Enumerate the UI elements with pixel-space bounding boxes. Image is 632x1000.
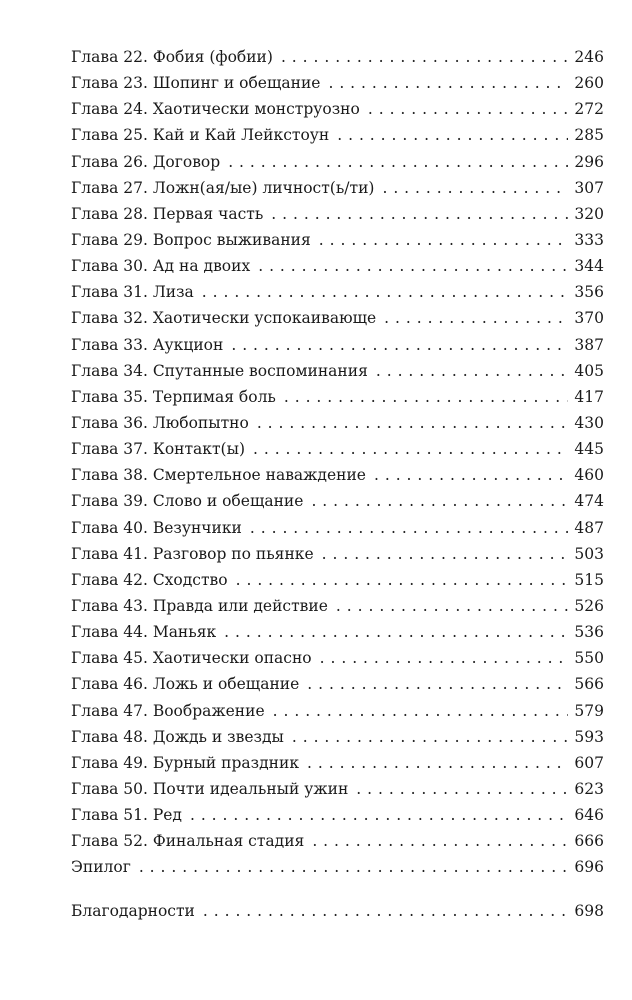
toc-entry-chapter-32 bbox=[71, 305, 604, 331]
dot-leader bbox=[139, 854, 568, 880]
toc-entry-chapter-49 bbox=[71, 750, 604, 776]
toc-entry-page: 623 bbox=[574, 779, 604, 798]
dot-leader bbox=[273, 698, 568, 724]
toc-entry-page: 430 bbox=[574, 413, 604, 432]
toc-entry-title: Глава 43. Правда или действие bbox=[71, 596, 328, 615]
dot-leader bbox=[328, 70, 568, 96]
toc-entry-title: Глава 39. Слово и обещание bbox=[71, 492, 304, 511]
toc-entry-chapter-25 bbox=[71, 122, 604, 148]
toc-entry-title: Глава 40. Везунчики bbox=[71, 518, 242, 537]
toc-entry-page: 698 bbox=[574, 901, 604, 920]
toc-entry-page: 474 bbox=[574, 492, 604, 511]
toc-entry-page: 285 bbox=[574, 126, 604, 145]
toc-entry-title: Глава 36. Любопытно bbox=[71, 413, 249, 432]
toc-entry-title: Глава 35. Терпимая боль bbox=[71, 387, 276, 406]
toc-entry-title: Глава 28. Первая часть bbox=[71, 204, 264, 223]
dot-leader bbox=[284, 384, 568, 410]
dot-leader bbox=[258, 253, 568, 279]
toc-entry-title: Глава 31. Лиза bbox=[71, 283, 194, 302]
toc-entry-page: 607 bbox=[574, 753, 604, 772]
toc-entry-title: Глава 44. Маньяк bbox=[71, 623, 217, 642]
toc-entry-title: Эпилог bbox=[71, 858, 131, 877]
toc-entry-title: Глава 23. Шопинг и обещание bbox=[71, 74, 321, 93]
toc-entry-title: Глава 50. Почти идеальный ужин bbox=[71, 779, 349, 798]
toc-entry-title: Глава 24. Хаотически монструозно bbox=[71, 100, 360, 119]
toc-entry-title: Глава 41. Разговор по пьянке bbox=[71, 544, 314, 563]
toc-entry-title: Глава 46. Ложь и обещание bbox=[71, 675, 300, 694]
dot-leader bbox=[281, 44, 568, 70]
toc-entry-page: 307 bbox=[574, 178, 604, 197]
toc-entry-title: Глава 45. Хаотически опасно bbox=[71, 649, 312, 668]
dot-leader bbox=[236, 567, 568, 593]
toc-entry-page: 417 bbox=[574, 387, 604, 406]
toc-entry-title: Глава 30. Ад на двоих bbox=[71, 257, 251, 276]
toc-entry-chapter-46 bbox=[71, 671, 604, 697]
toc-entry-chapter-22 bbox=[71, 44, 604, 70]
dot-leader bbox=[311, 488, 568, 514]
toc-entry-chapter-37 bbox=[71, 436, 604, 462]
toc-entry-chapter-42 bbox=[71, 567, 604, 593]
toc-entry-title: Глава 33. Аукцион bbox=[71, 335, 224, 354]
toc-entry-title: Глава 38. Смертельное наваждение bbox=[71, 466, 366, 485]
toc-entry-chapter-38 bbox=[71, 462, 604, 488]
toc-entry-page: 487 bbox=[574, 518, 604, 537]
toc-entry-chapter-50 bbox=[71, 776, 604, 802]
toc-entry-title: Глава 25. Кай и Кай Лейкстоун bbox=[71, 126, 330, 145]
toc-entry-epilogue bbox=[71, 854, 604, 880]
toc-entry-page: 566 bbox=[574, 675, 604, 694]
toc-entry-title: Глава 48. Дождь и звезды bbox=[71, 727, 284, 746]
toc-entry-page: 370 bbox=[574, 309, 604, 328]
dot-leader bbox=[376, 358, 568, 384]
dot-leader bbox=[382, 175, 568, 201]
dot-leader bbox=[368, 96, 568, 122]
toc-entry-page: 593 bbox=[574, 727, 604, 746]
toc-entry-acknowledgements bbox=[71, 898, 604, 924]
toc-entry-page: 296 bbox=[574, 152, 604, 171]
dot-leader bbox=[307, 671, 568, 697]
toc-entry-page: 387 bbox=[574, 335, 604, 354]
toc-entry-page: 503 bbox=[574, 544, 604, 563]
toc-entry-page: 333 bbox=[574, 230, 604, 249]
toc-entry-title: Глава 47. Воображение bbox=[71, 701, 265, 720]
toc-entry-title: Глава 51. Ред bbox=[71, 806, 182, 825]
toc-entry-chapter-43 bbox=[71, 593, 604, 619]
dot-leader bbox=[319, 227, 568, 253]
dot-leader bbox=[253, 436, 568, 462]
dot-leader bbox=[231, 332, 568, 358]
toc-entry-chapter-41 bbox=[71, 541, 604, 567]
toc-entry-title: Глава 37. Контакт(ы) bbox=[71, 440, 245, 459]
toc-entry-chapter-48 bbox=[71, 724, 604, 750]
dot-leader bbox=[336, 593, 568, 619]
toc-entry-page: 344 bbox=[574, 257, 604, 276]
toc-entry-chapter-28 bbox=[71, 201, 604, 227]
dot-leader bbox=[322, 541, 568, 567]
toc-entry-page: 260 bbox=[574, 74, 604, 93]
toc-entry-chapter-29 bbox=[71, 227, 604, 253]
toc-entry-page: 666 bbox=[574, 832, 604, 851]
toc-entry-page: 272 bbox=[574, 100, 604, 119]
toc-entry-title: Глава 49. Бурный праздник bbox=[71, 753, 300, 772]
dot-leader bbox=[271, 201, 568, 227]
toc-entry-page: 460 bbox=[574, 466, 604, 485]
toc-entry-chapter-36 bbox=[71, 410, 604, 436]
dot-leader bbox=[202, 279, 568, 305]
toc-entry-page: 536 bbox=[574, 623, 604, 642]
toc-entry-chapter-35 bbox=[71, 384, 604, 410]
toc-entry-title: Глава 27. Ложн(ая/ые) личност(ь/ти) bbox=[71, 178, 375, 197]
toc-entry-chapter-27 bbox=[71, 175, 604, 201]
toc-entry-chapter-34 bbox=[71, 358, 604, 384]
toc-entry-chapter-31 bbox=[71, 279, 604, 305]
toc-entry-page: 696 bbox=[574, 858, 604, 877]
dot-leader bbox=[228, 149, 568, 175]
toc-entry-page: 320 bbox=[574, 204, 604, 223]
dot-leader bbox=[307, 750, 568, 776]
dot-leader bbox=[292, 724, 568, 750]
toc-entry-title: Глава 29. Вопрос выживания bbox=[71, 230, 311, 249]
toc-entry-chapter-30 bbox=[71, 253, 604, 279]
dot-leader bbox=[190, 802, 568, 828]
toc-entry-page: 646 bbox=[574, 806, 604, 825]
toc-entry-chapter-33 bbox=[71, 332, 604, 358]
toc-entry-chapter-47 bbox=[71, 698, 604, 724]
dot-leader bbox=[312, 828, 568, 854]
toc-entry-page: 356 bbox=[574, 283, 604, 302]
toc-entry-title: Глава 22. Фобия (фобии) bbox=[71, 48, 273, 66]
toc-entry-page: 405 bbox=[574, 361, 604, 380]
toc-entry-page: 246 bbox=[574, 48, 604, 66]
toc-entry-title: Глава 52. Финальная стадия bbox=[71, 832, 305, 851]
toc-entry-page: 445 bbox=[574, 440, 604, 459]
dot-leader bbox=[384, 305, 568, 331]
toc-entry-chapter-51 bbox=[71, 802, 604, 828]
dot-leader bbox=[374, 462, 568, 488]
dot-leader bbox=[337, 122, 568, 148]
dot-leader bbox=[224, 619, 568, 645]
toc-entry-title: Глава 34. Спутанные воспоминания bbox=[71, 361, 368, 380]
table-of-contents bbox=[71, 44, 604, 924]
toc-entry-page: 550 bbox=[574, 649, 604, 668]
toc-entry-page: 515 bbox=[574, 570, 604, 589]
dot-leader bbox=[356, 776, 568, 802]
toc-entry-chapter-24 bbox=[71, 96, 604, 122]
toc-entry-chapter-52 bbox=[71, 828, 604, 854]
toc-entry-chapter-39 bbox=[71, 488, 604, 514]
toc-entry-page: 526 bbox=[574, 596, 604, 615]
dot-leader bbox=[257, 410, 568, 436]
dot-leader bbox=[320, 645, 568, 671]
dot-leader bbox=[203, 898, 568, 924]
toc-entry-chapter-40 bbox=[71, 515, 604, 541]
toc-entry-page: 579 bbox=[574, 701, 604, 720]
toc-entry-chapter-45 bbox=[71, 645, 604, 671]
toc-entry-title: Благодарности bbox=[71, 901, 195, 920]
toc-entry-chapter-26 bbox=[71, 149, 604, 175]
toc-entry-chapter-23 bbox=[71, 70, 604, 96]
toc-entry-title: Глава 26. Договор bbox=[71, 152, 221, 171]
toc-entry-title: Глава 32. Хаотически успокаивающе bbox=[71, 309, 377, 328]
toc-entry-title: Глава 42. Сходство bbox=[71, 570, 228, 589]
dot-leader bbox=[250, 515, 568, 541]
toc-entry-chapter-44 bbox=[71, 619, 604, 645]
